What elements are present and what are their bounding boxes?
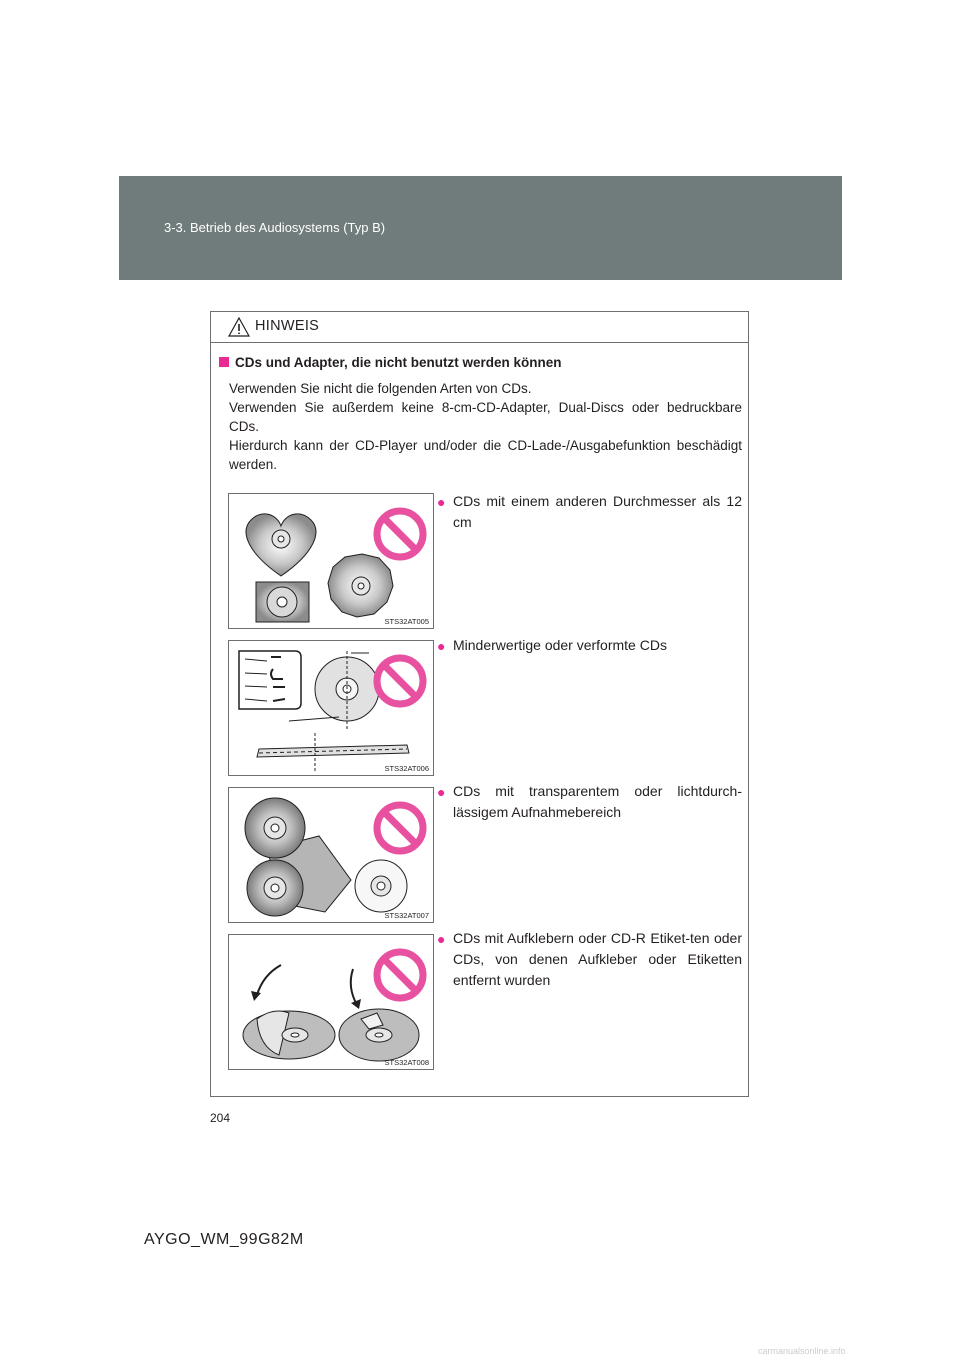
bullet-text: CDs mit transparentem oder lichtdurch-lässigem Aufnahmebereich — [453, 783, 742, 820]
bullet-item — [437, 491, 742, 533]
bullet-text: CDs mit Aufklebern oder CD-R Etiket-ten oder CDs, von denen Aufkleber oder Etiketten entfernt wurden — [453, 930, 742, 988]
square-bullet-icon — [219, 357, 229, 367]
figure-code: STS32AT007 — [384, 911, 429, 920]
bullet-dot-icon: ● — [437, 638, 446, 654]
section-title: 3-3. Betrieb des Audiosystems (Typ B) — [164, 220, 386, 235]
bullet-text: CDs mit einem anderen Durchmesser als 12 cm — [453, 493, 742, 530]
figure-code: STS32AT005 — [384, 617, 429, 626]
section-heading — [219, 355, 562, 370]
bullet-dot-icon: ● — [437, 494, 446, 510]
figure-deformed-cds — [228, 640, 434, 776]
transparent-cds-illustration — [229, 788, 435, 924]
warning-triangle-icon — [228, 317, 250, 337]
intro-line: Hierdurch kann der CD-Player und/oder die CD-Lade-/Ausgabefunktion beschädigt werden. — [229, 438, 742, 472]
section-heading-text: CDs und Adapter, die nicht benutzt werden können — [235, 355, 562, 370]
deformed-cds-illustration — [229, 641, 435, 777]
footer-code: AYGO_WM_99G82M — [144, 1231, 304, 1248]
watermark: carmanualsonline.info — [758, 1346, 846, 1356]
figure-code: STS32AT008 — [384, 1058, 429, 1067]
intro-text — [229, 379, 742, 474]
bullet-item — [437, 635, 742, 656]
page-number: 204 — [210, 1111, 231, 1125]
bullet-dot-icon: ● — [437, 784, 446, 800]
notice-box — [210, 311, 749, 1097]
figure-labeled-cds — [228, 934, 434, 1070]
bullet-dot-icon: ● — [437, 931, 446, 947]
figure-transparent-cds — [228, 787, 434, 923]
figure-odd-shaped-cds — [228, 493, 434, 629]
bullet-item — [437, 928, 742, 991]
bullet-text: Minderwertige oder verformte CDs — [453, 637, 667, 653]
bullet-item — [437, 781, 742, 823]
labeled-cds-illustration — [229, 935, 435, 1071]
odd-shaped-cds-illustration — [229, 494, 435, 630]
intro-line: Verwenden Sie außerdem keine 8-cm-CD-Adapter, Dual-Discs oder bedruckbare CDs. — [229, 400, 742, 434]
intro-line: Verwenden Sie nicht die folgenden Arten von CDs. — [229, 381, 532, 396]
notice-header — [211, 312, 748, 343]
figure-code: STS32AT006 — [384, 764, 429, 773]
notice-title: HINWEIS — [255, 318, 320, 334]
